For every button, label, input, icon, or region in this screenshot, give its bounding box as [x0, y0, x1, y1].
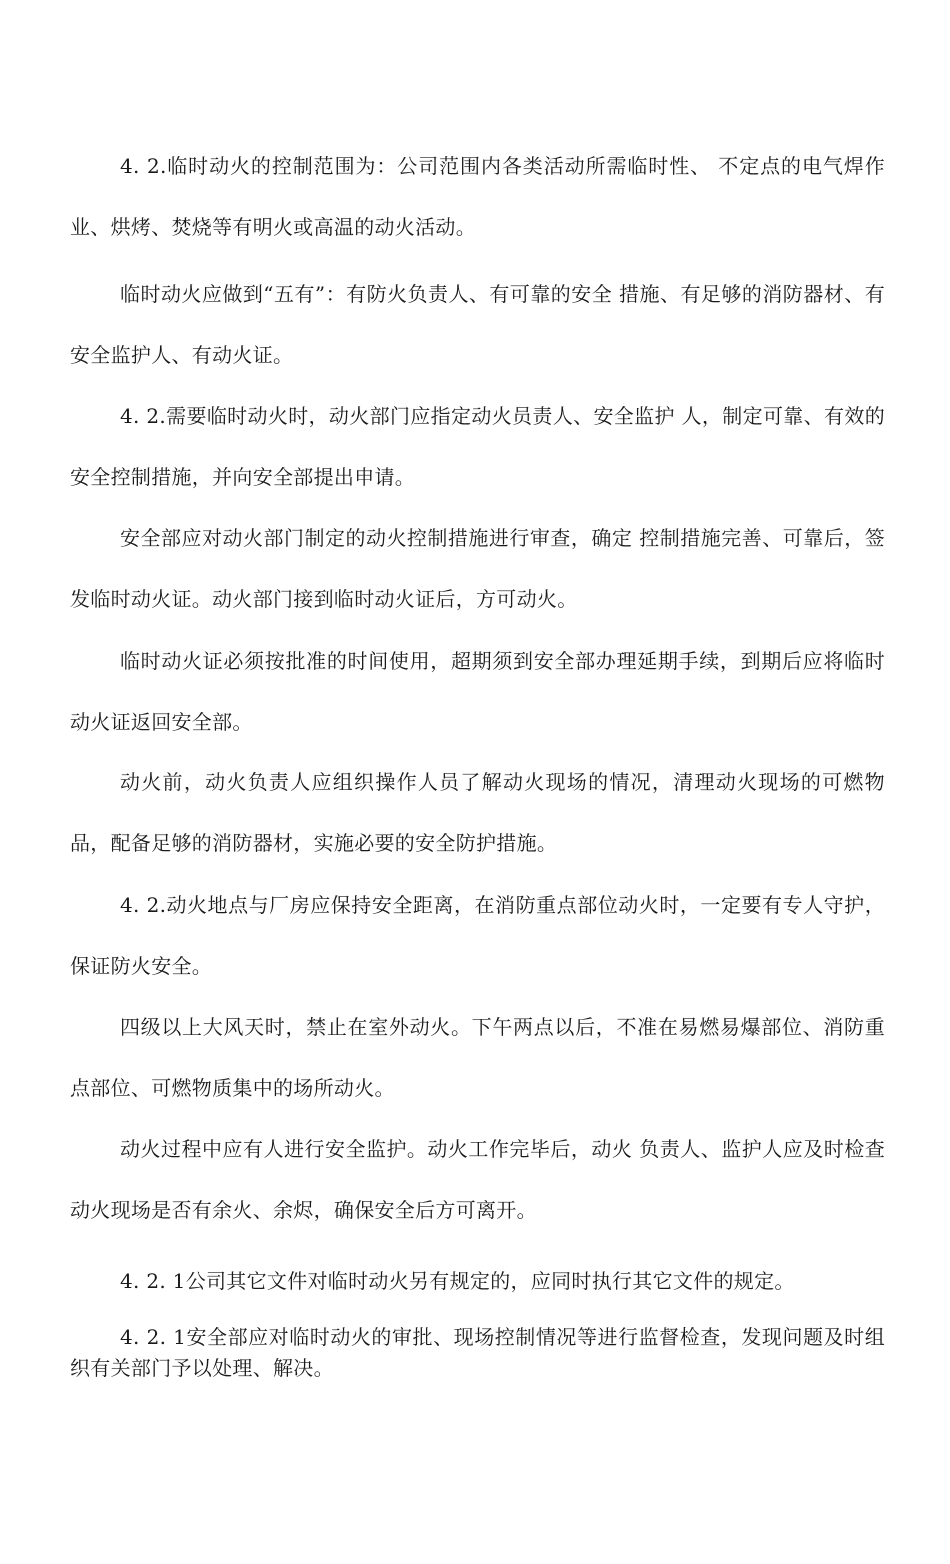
paragraph-weather: 四级以上大风天时，禁止在室外动火。下午两点以后，不准在易燃易爆部位、消防重点部位、可燃物质集中的场所动火。	[70, 1015, 885, 1100]
paragraph-application: 4. 2.需要临时动火时，动火部门应指定动火员责人、安全监护 人，制定可靠、有效的安全控制措施，并向安全部提出申请。	[70, 404, 885, 489]
paragraph-fire-scope: 4. 2.临时动火的控制范围为：公司范围内各类活动所需临时性、 不定点的电气焊作业、烘烤、焚烧等有明火或高温的动火活动。	[70, 154, 885, 239]
paragraph-inspection: 4. 2. 1安全部应对临时动火的审批、现场控制情况等进行监督检查，发现问题及时组织有关部门予以处理、解决。	[70, 1325, 885, 1380]
paragraph-permit-usage: 临时动火证必须按批准的时间使用，超期须到安全部办理延期手续，到期后应将临时动火证返回安全部。	[70, 649, 885, 734]
paragraph-supervision: 动火过程中应有人进行安全监护。动火工作完毕后，动火 负责人、监护人应及时检查动火现场是否有余火、余烬，确保安全后方可离开。	[70, 1137, 885, 1222]
paragraph-preparation: 动火前，动火负责人应组织操作人员了解动火现场的情况，清理动火现场的可燃物品，配备足够的消防器材，实施必要的安全防护措施。	[70, 770, 885, 855]
paragraph-other-rules: 4. 2. 1公司其它文件对临时动火另有规定的，应同时执行其它文件的规定。	[120, 1269, 795, 1293]
paragraph-five-haves: 临时动火应做到“五有”：有防火负责人、有可靠的安全 措施、有足够的消防器材、有安全监护人、有动火证。	[70, 282, 885, 367]
paragraph-distance: 4. 2.动火地点与厂房应保持安全距离，在消防重点部位动火时，一定要有专人守护，保证防火安全。	[70, 893, 885, 978]
paragraph-review: 安全部应对动火部门制定的动火控制措施进行审查，确定 控制措施完善、可靠后，签发临时动火证。动火部门接到临时动火证后，方可动火。	[70, 526, 885, 611]
